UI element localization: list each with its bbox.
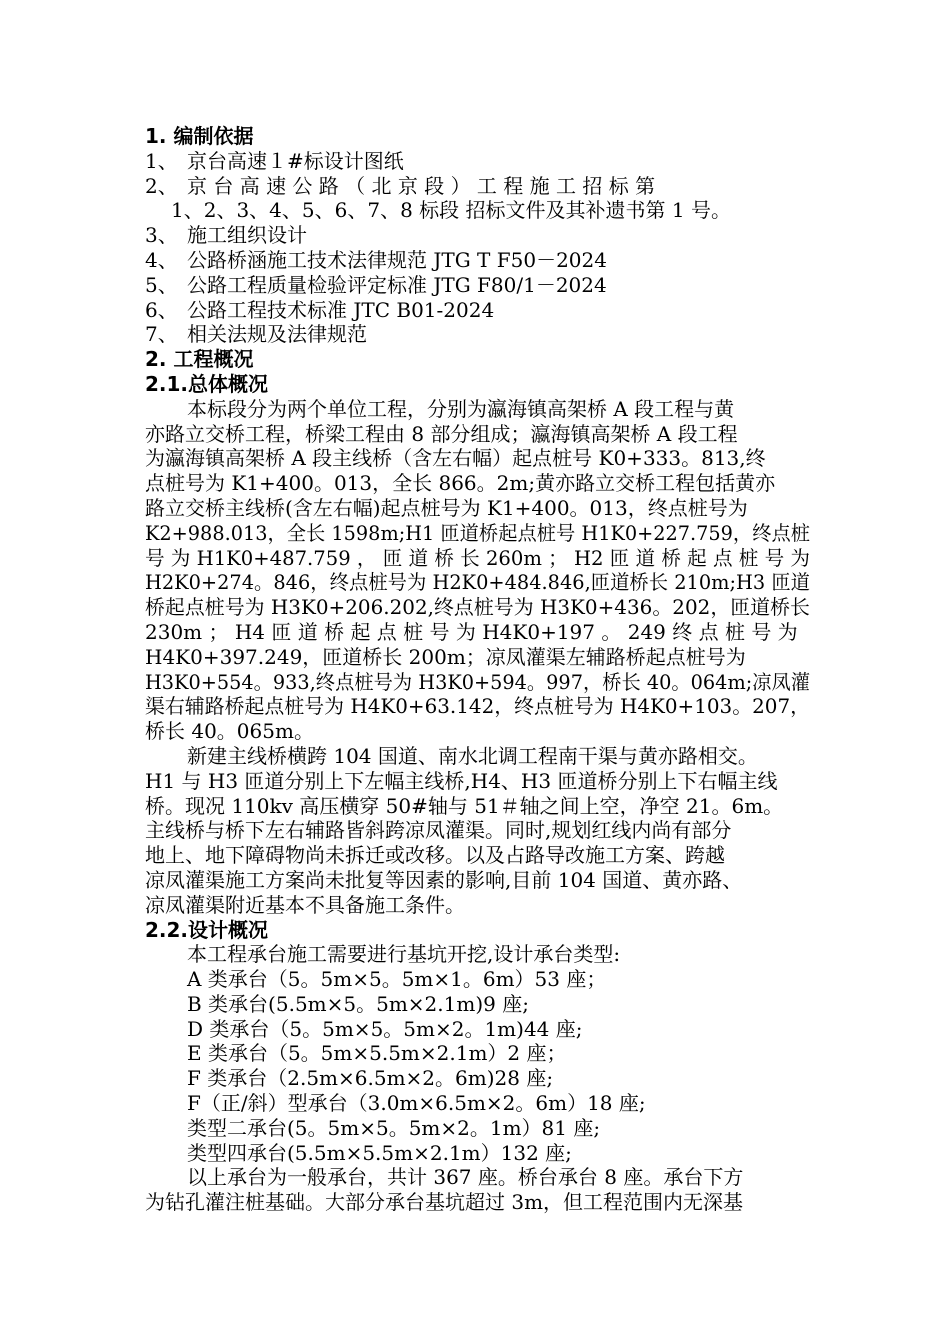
basis-item-2-continuation: 1、2、3、4、5、6、7、8 标段 招标文件及其补遗书第 1 号。	[171, 198, 731, 223]
paragraph-line: 号 为 H1K0+487.759 ， 匝 道 桥 长 260m ； H2 匝 道 桥 起 点 桩 号 为	[145, 545, 810, 570]
item-number: 7、	[145, 322, 178, 347]
paragraph-line: 230m ； H4 匝 道 桥 起 点 桩 号 为 H4K0+197 。 249 终 点 桩 号 为	[145, 619, 798, 644]
cap-type-item: A 类承台（5。5m×5。5m×1。6m）53 座；	[187, 967, 607, 992]
basis-item-1	[145, 149, 810, 174]
paragraph-line: H2K0+274。846，终点桩号为 H2K0+484.846,匝道桥长 210m;H3 匝道	[145, 570, 811, 595]
basis-item-2	[145, 174, 810, 199]
paragraph-site-conditions	[145, 744, 810, 918]
paragraph-line: 为瀛海镇高架桥 A 段主线桥（含左右幅）起点桩号 K0+333。813,终	[145, 446, 766, 471]
paragraph-line: 凉凤灌渠施工方案尚未批复等因素的影响,目前 104 国道、黄亦路、	[145, 867, 743, 892]
paragraph-line: 地上、地下障碍物尚未拆迁或改移。以及占路导改施工方案、跨越	[145, 843, 725, 868]
paragraph-line: 亦路立交桥工程，桥梁工程由 8 部分组成；瀛海镇高架桥 A 段工程	[145, 421, 738, 446]
paragraph-line: 为钻孔灌注桩基础。大部分承台基坑超过 3m，但工程范围内无深基	[145, 1190, 744, 1215]
paragraph-cap-summary	[145, 1165, 810, 1215]
paragraph-line: 新建主线桥横跨 104 国道、南水北调工程南干渠与黄亦路相交。	[187, 743, 758, 768]
paragraph-line: 凉凤灌渠附近基本不具备施工条件。	[145, 892, 465, 917]
basis-item-5	[145, 273, 810, 298]
section-2-heading: 2. 工程概况	[145, 347, 254, 372]
paragraph-line: 主线桥与桥下左右辅路皆斜跨凉凤灌渠。同时,规划红线内尚有部分	[145, 818, 732, 843]
paragraph-line: H1 与 H3 匝道分别上下左幅主线桥,H4、H3 匝道桥分别上下右幅主线	[145, 768, 778, 793]
item-number: 2、	[145, 173, 178, 198]
cap-type-item: F 类承台（2.5m×6.5m×2。6m)28 座;	[187, 1066, 554, 1091]
document-body	[145, 124, 810, 1215]
paragraph-line: K2+988.013，全长 1598m;H1 匝道桥起点桩号 H1K0+227.759，终点桩	[145, 520, 811, 545]
cap-type-item: F（正/斜）型承台（3.0m×6.5m×2。6m）18 座;	[187, 1091, 646, 1116]
item-text: 相关法规及法律规范	[187, 322, 367, 347]
paragraph-overview	[145, 397, 810, 744]
paragraph-line: 点桩号为 K1+400。013，全长 866。2m;黄亦路立交桥工程包括黄亦	[145, 471, 776, 496]
paragraph-line: 路立交桥主线桥(含左右幅)起点桩号为 K1+400。013，终点桩号为	[145, 495, 748, 520]
paragraph-line: H3K0+554。933,终点桩号为 H3K0+594。997，桥长 40。064m;凉凤灌	[145, 669, 811, 694]
basis-item-6	[145, 298, 810, 323]
cap-type-item: B 类承台(5.5m×5。5m×2.1m)9 座;	[187, 991, 529, 1016]
design-intro: 本工程承台施工需要进行基坑开挖,设计承台类型:	[187, 942, 621, 967]
cap-type-item: D 类承台（5。5m×5。5m×2。1m)44 座;	[187, 1016, 583, 1041]
subsection-2-2-heading: 2.2.设计概况	[145, 917, 269, 942]
basis-item-4	[145, 248, 810, 273]
item-text: 公路工程质量检验评定标准 JTG F80/1－2024	[187, 272, 607, 297]
item-text: 京 台 高 速 公 路 （ 北 京 段 ） 工 程 施 工 招 标 第	[187, 173, 656, 198]
cap-type-item: E 类承台（5。5m×5.5m×2.1m）2 座；	[187, 1041, 567, 1066]
paragraph-line: 以上承台为一般承台，共计 367 座。桥台承台 8 座。承台下方	[187, 1165, 744, 1190]
item-number: 6、	[145, 297, 178, 322]
section-1-heading: 1. 编制依据	[145, 124, 254, 148]
item-text: 公路工程技术标准 JTC B01-2024	[187, 297, 495, 322]
paragraph-line: 渠右辅路桥起点桩号为 H4K0+63.142，终点桩号为 H4K0+103。207，	[145, 694, 811, 719]
paragraph-line: 桥。现况 110kv 高压横穿 50#轴与 51＃轴之间上空，净空 21。6m。	[145, 793, 784, 818]
item-number: 3、	[145, 223, 178, 248]
paragraph-line: 本标段分为两个单位工程，分别为瀛海镇高架桥 A 段工程与黄	[187, 396, 735, 421]
paragraph-line: 桥起点桩号为 H3K0+206.202,终点桩号为 H3K0+436。202，匝道桥长	[145, 595, 810, 620]
basis-item-3	[145, 223, 810, 248]
cap-type-item: 类型二承台(5。5m×5。5m×2。1m）81 座;	[187, 1115, 601, 1140]
cap-type-list	[145, 967, 810, 1165]
item-text: 公路桥涵施工技术法律规范 JTG T F50－2024	[187, 247, 607, 272]
basis-item-7	[145, 322, 810, 347]
paragraph-line: H4K0+397.249，匝道桥长 200m；凉凤灌渠左辅路桥起点桩号为	[145, 644, 746, 669]
item-number: 5、	[145, 272, 178, 297]
item-text: 京台高速１#标设计图纸	[187, 148, 404, 173]
cap-type-item: 类型四承台(5.5m×5.5m×2.1m）132 座;	[187, 1140, 572, 1165]
item-text: 施工组织设计	[187, 223, 307, 248]
item-number: 4、	[145, 247, 178, 272]
paragraph-line: 桥长 40。065m。	[145, 719, 314, 744]
item-number: 1、	[145, 148, 178, 173]
subsection-2-1-heading: 2.1.总体概况	[145, 371, 269, 396]
